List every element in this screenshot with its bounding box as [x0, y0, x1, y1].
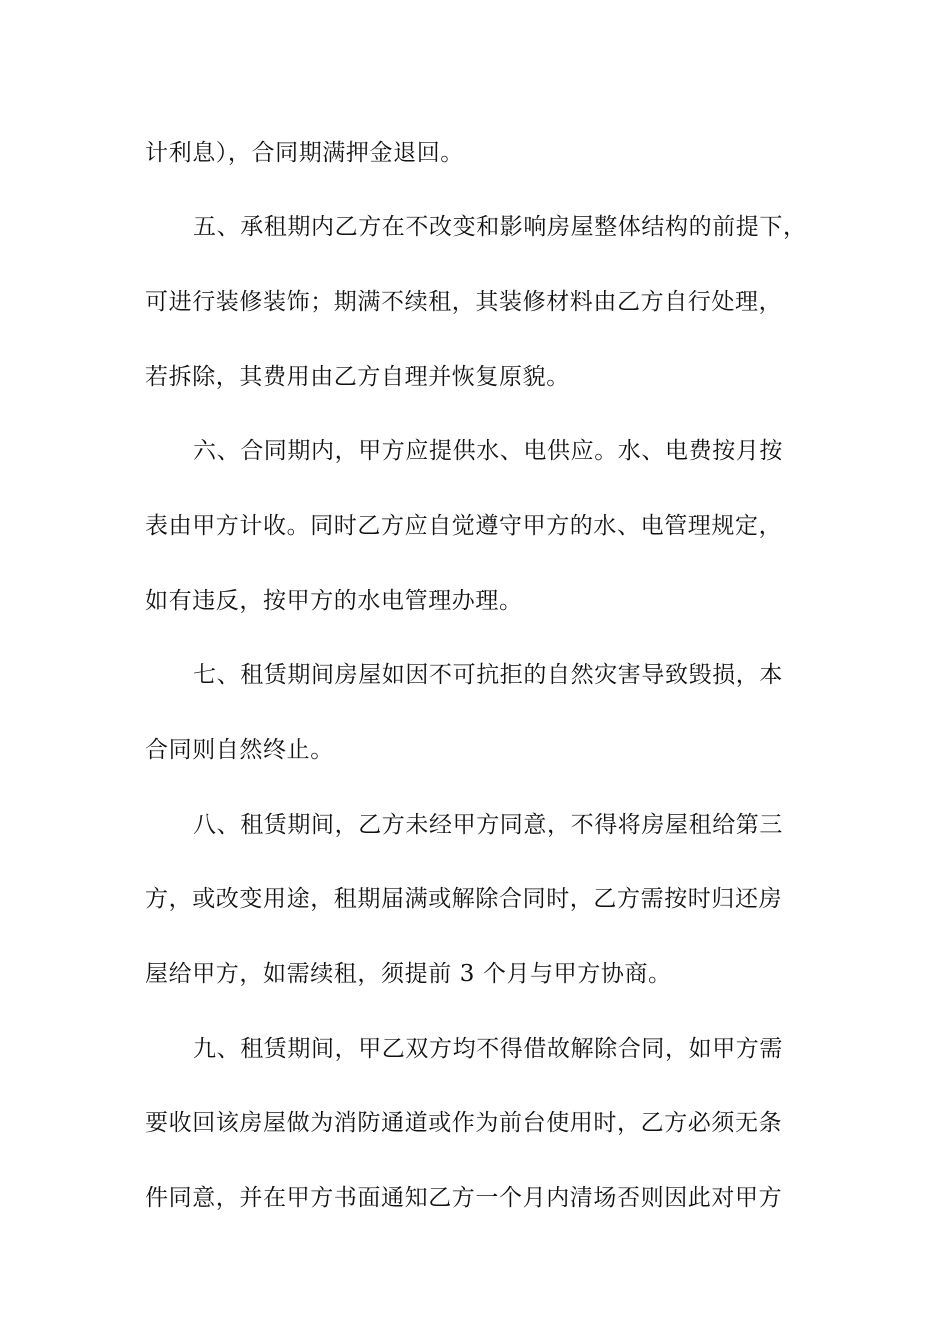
text-line: 件同意，并在甲方书面通知乙方一个月内清场否则因此对甲方 — [145, 1185, 783, 1211]
text-line: 要收回该房屋做为消防通道或作为前台使用时，乙方必须无条 — [145, 1110, 783, 1136]
text-line: 表由甲方计收。同时乙方应自觉遵守甲方的水、电管理规定， — [145, 513, 783, 539]
clause-8-line: 八、租赁期间，乙方未经甲方同意，不得将房屋租给第三 — [193, 812, 783, 838]
text-line: 屋给甲方，如需续租，须提前 3 个月与甲方协商。 — [145, 961, 672, 987]
text-line: 方，或改变用途，租期届满或解除合同时，乙方需按时归还房 — [145, 886, 783, 912]
clause-9-line: 九、租赁期间，甲乙双方均不得借故解除合同，如甲方需 — [193, 1036, 783, 1062]
text-line: 计利息），合同期满押金退回。 — [145, 140, 464, 166]
text-line: 合同则自然终止。 — [145, 737, 334, 763]
clause-6-line: 六、合同期内，甲方应提供水、电供应。水、电费按月按 — [193, 438, 783, 464]
clause-5-line: 五、承租期内乙方在不改变和影响房屋整体结构的前提下， — [193, 214, 807, 240]
clause-7-line: 七、租赁期间房屋如因不可抗拒的自然灾害导致毁损，本 — [193, 662, 783, 688]
text-line: 可进行装修装饰；期满不续租，其装修材料由乙方自行处理， — [145, 289, 783, 315]
text-line: 若拆除，其费用由乙方自理并恢复原貌。 — [145, 364, 570, 390]
text-line: 如有违反，按甲方的水电管理办理。 — [145, 588, 523, 614]
